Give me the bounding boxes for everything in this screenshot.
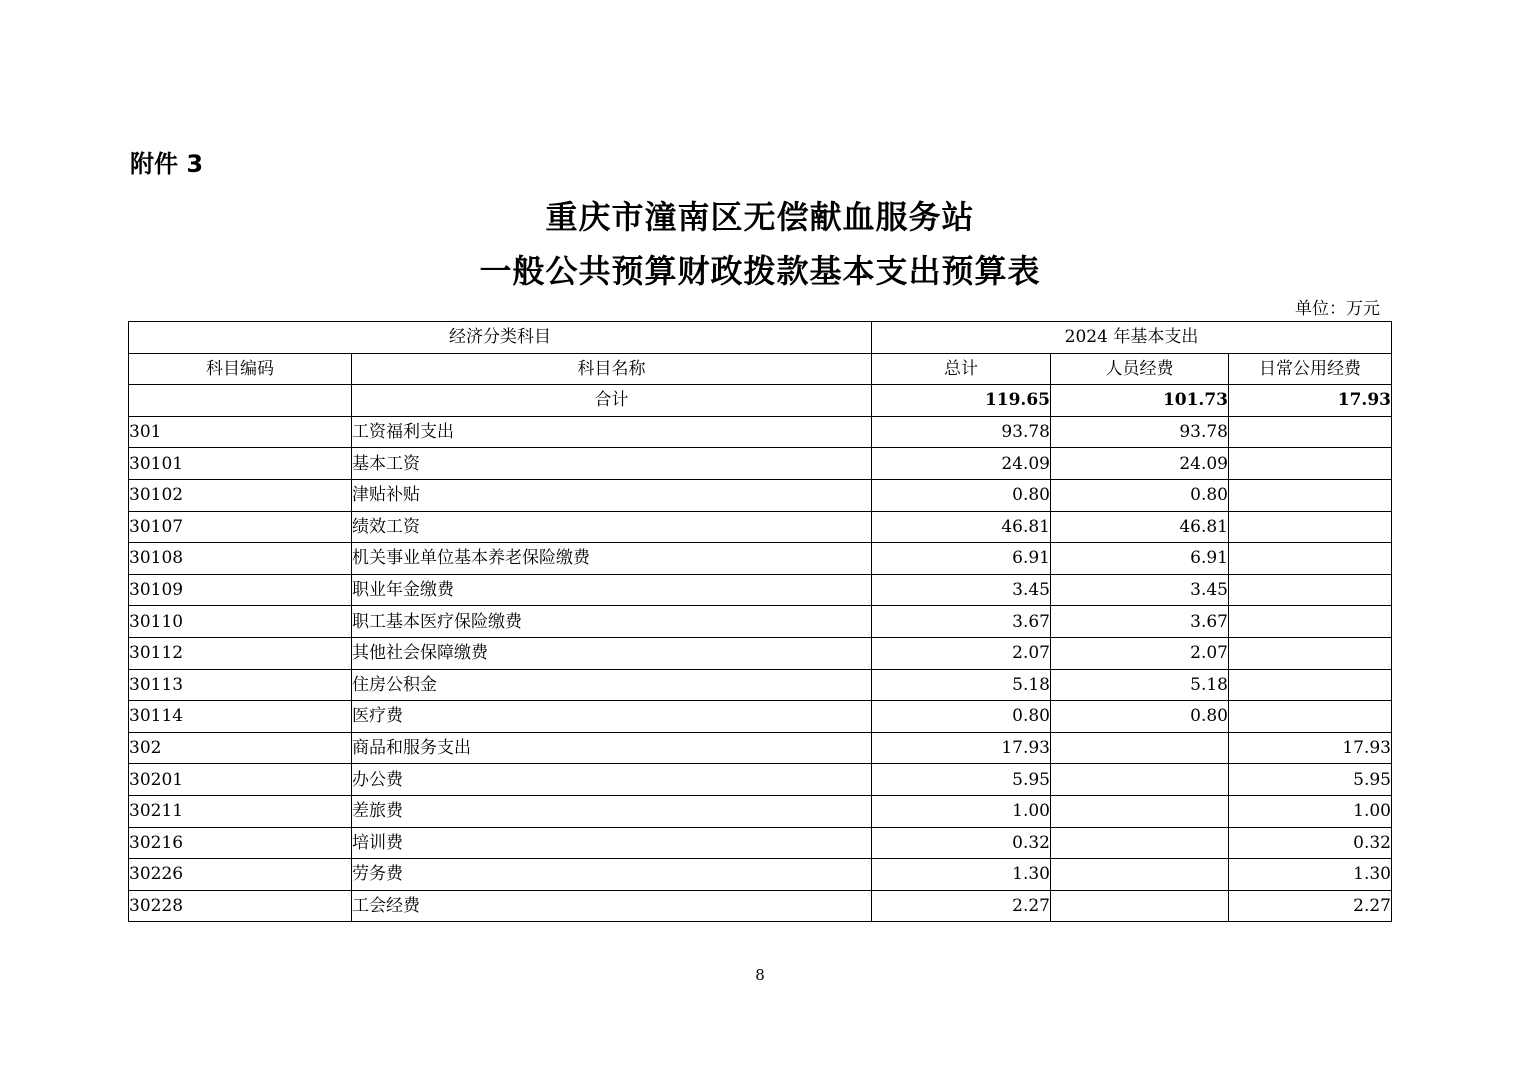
name-cell: 职工基本医疗保险缴费 bbox=[352, 606, 872, 638]
unit-label: 单位：万元 bbox=[1295, 299, 1380, 319]
code-cell: 30109 bbox=[129, 574, 352, 606]
personnel-cell bbox=[1051, 827, 1229, 859]
table-row bbox=[129, 448, 1392, 480]
column-header-name: 科目名称 bbox=[352, 353, 872, 385]
total-cell: 2.27 bbox=[872, 890, 1051, 922]
name-cell: 职业年金缴费 bbox=[352, 574, 872, 606]
total-cell: 46.81 bbox=[872, 511, 1051, 543]
table-row bbox=[129, 827, 1392, 859]
code-cell: 30113 bbox=[129, 669, 352, 701]
code-cell: 30216 bbox=[129, 827, 352, 859]
table-row bbox=[129, 732, 1392, 764]
table-column-header-row bbox=[129, 353, 1392, 385]
attachment-label: 附件 3 bbox=[130, 150, 204, 178]
public-cell bbox=[1229, 479, 1392, 511]
public-cell bbox=[1229, 669, 1392, 701]
total-cell: 6.91 bbox=[872, 543, 1051, 575]
table-row bbox=[129, 416, 1392, 448]
personnel-cell: 3.67 bbox=[1051, 606, 1229, 638]
name-cell: 办公费 bbox=[352, 764, 872, 796]
name-cell: 基本工资 bbox=[352, 448, 872, 480]
table-row bbox=[129, 479, 1392, 511]
total-cell: 0.80 bbox=[872, 701, 1051, 733]
group-header-economic-class: 经济分类科目 bbox=[129, 322, 872, 354]
total-code-cell bbox=[129, 385, 352, 417]
public-cell: 1.00 bbox=[1229, 795, 1392, 827]
public-cell bbox=[1229, 606, 1392, 638]
personnel-cell: 6.91 bbox=[1051, 543, 1229, 575]
code-cell: 30228 bbox=[129, 890, 352, 922]
budget-table bbox=[128, 321, 1392, 922]
total-cell: 1.00 bbox=[872, 795, 1051, 827]
public-cell bbox=[1229, 511, 1392, 543]
name-cell: 机关事业单位基本养老保险缴费 bbox=[352, 543, 872, 575]
code-cell: 302 bbox=[129, 732, 352, 764]
personnel-cell: 0.80 bbox=[1051, 479, 1229, 511]
table-row bbox=[129, 637, 1392, 669]
public-cell: 0.32 bbox=[1229, 827, 1392, 859]
table-row bbox=[129, 859, 1392, 891]
column-header-public: 日常公用经费 bbox=[1229, 353, 1392, 385]
public-cell: 17.93 bbox=[1229, 732, 1392, 764]
code-cell: 30110 bbox=[129, 606, 352, 638]
personnel-cell bbox=[1051, 890, 1229, 922]
personnel-cell: 93.78 bbox=[1051, 416, 1229, 448]
name-cell: 津贴补贴 bbox=[352, 479, 872, 511]
total-cell: 5.18 bbox=[872, 669, 1051, 701]
total-label-cell: 合计 bbox=[352, 385, 872, 417]
total-cell: 17.93 bbox=[872, 732, 1051, 764]
code-cell: 30226 bbox=[129, 859, 352, 891]
name-cell: 住房公积金 bbox=[352, 669, 872, 701]
column-header-total: 总计 bbox=[872, 353, 1051, 385]
table-group-header-row bbox=[129, 322, 1392, 354]
total-personnel-cell: 101.73 bbox=[1051, 385, 1229, 417]
table-row bbox=[129, 574, 1392, 606]
code-cell: 30201 bbox=[129, 764, 352, 796]
public-cell bbox=[1229, 574, 1392, 606]
name-cell: 医疗费 bbox=[352, 701, 872, 733]
personnel-cell: 0.80 bbox=[1051, 701, 1229, 733]
total-public-cell: 17.93 bbox=[1229, 385, 1392, 417]
total-sum-cell: 119.65 bbox=[872, 385, 1051, 417]
name-cell: 其他社会保障缴费 bbox=[352, 637, 872, 669]
public-cell: 5.95 bbox=[1229, 764, 1392, 796]
code-cell: 30101 bbox=[129, 448, 352, 480]
name-cell: 绩效工资 bbox=[352, 511, 872, 543]
code-cell: 301 bbox=[129, 416, 352, 448]
personnel-cell: 3.45 bbox=[1051, 574, 1229, 606]
name-cell: 工会经费 bbox=[352, 890, 872, 922]
column-header-personnel: 人员经费 bbox=[1051, 353, 1229, 385]
page-number: 8 bbox=[755, 966, 765, 984]
personnel-cell: 24.09 bbox=[1051, 448, 1229, 480]
table-body bbox=[129, 385, 1392, 922]
name-cell: 劳务费 bbox=[352, 859, 872, 891]
public-cell bbox=[1229, 448, 1392, 480]
table-row bbox=[129, 795, 1392, 827]
public-cell bbox=[1229, 637, 1392, 669]
total-cell: 5.95 bbox=[872, 764, 1051, 796]
total-cell: 1.30 bbox=[872, 859, 1051, 891]
total-cell: 24.09 bbox=[872, 448, 1051, 480]
personnel-cell bbox=[1051, 859, 1229, 891]
table-row bbox=[129, 764, 1392, 796]
code-cell: 30107 bbox=[129, 511, 352, 543]
table-row bbox=[129, 543, 1392, 575]
code-cell: 30112 bbox=[129, 637, 352, 669]
code-cell: 30102 bbox=[129, 479, 352, 511]
total-row bbox=[129, 385, 1392, 417]
total-cell: 3.67 bbox=[872, 606, 1051, 638]
total-cell: 3.45 bbox=[872, 574, 1051, 606]
name-cell: 差旅费 bbox=[352, 795, 872, 827]
name-cell: 培训费 bbox=[352, 827, 872, 859]
public-cell bbox=[1229, 701, 1392, 733]
personnel-cell: 5.18 bbox=[1051, 669, 1229, 701]
total-cell: 2.07 bbox=[872, 637, 1051, 669]
personnel-cell bbox=[1051, 795, 1229, 827]
personnel-cell: 2.07 bbox=[1051, 637, 1229, 669]
name-cell: 工资福利支出 bbox=[352, 416, 872, 448]
table-row bbox=[129, 606, 1392, 638]
name-cell: 商品和服务支出 bbox=[352, 732, 872, 764]
code-cell: 30108 bbox=[129, 543, 352, 575]
document-title-line2: 一般公共预算财政拨款基本支出预算表 bbox=[479, 252, 1041, 290]
document-title-line1: 重庆市潼南区无偿献血服务站 bbox=[545, 198, 975, 236]
personnel-cell: 46.81 bbox=[1051, 511, 1229, 543]
table-row bbox=[129, 890, 1392, 922]
public-cell: 1.30 bbox=[1229, 859, 1392, 891]
table-row bbox=[129, 511, 1392, 543]
column-header-code: 科目编码 bbox=[129, 353, 352, 385]
code-cell: 30114 bbox=[129, 701, 352, 733]
table-row bbox=[129, 669, 1392, 701]
code-cell: 30211 bbox=[129, 795, 352, 827]
total-cell: 93.78 bbox=[872, 416, 1051, 448]
personnel-cell bbox=[1051, 764, 1229, 796]
total-cell: 0.80 bbox=[872, 479, 1051, 511]
table-row bbox=[129, 701, 1392, 733]
public-cell bbox=[1229, 543, 1392, 575]
group-header-basic-expenditure: 2024 年基本支出 bbox=[872, 322, 1392, 354]
personnel-cell bbox=[1051, 732, 1229, 764]
public-cell bbox=[1229, 416, 1392, 448]
public-cell: 2.27 bbox=[1229, 890, 1392, 922]
total-cell: 0.32 bbox=[872, 827, 1051, 859]
